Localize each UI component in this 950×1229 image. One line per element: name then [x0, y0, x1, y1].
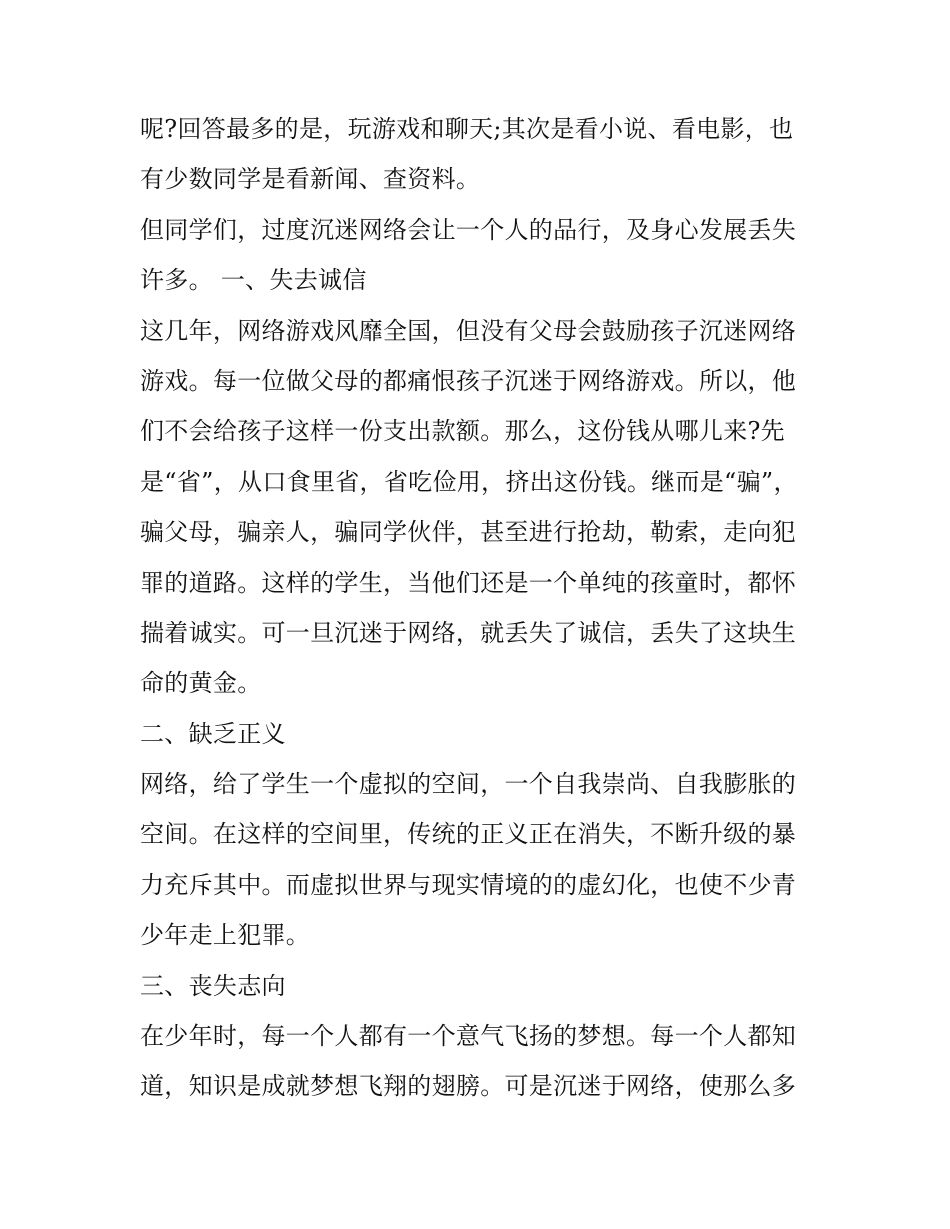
text-line-16: 力充斥其中。而虚拟世界与现实情境的的虚幻化，也使不少青: [140, 870, 797, 899]
text-line-19: 在少年时，每一个人都有一个意气飞扬的梦想。每一个人都知: [140, 1022, 797, 1051]
text-line-12: 命的黄金。: [140, 669, 262, 698]
section-heading-3: 三、丧失志向: [140, 971, 286, 1000]
text-line-8: 是“省”，从口食里省，省吃俭用，挤出这份钱。继而是“骗”，: [140, 467, 798, 496]
section-heading-2: 二、缺乏正义: [140, 719, 286, 748]
document-body: [140, 104, 820, 1112]
text-line-7: 们不会给孩子这样一份支出款额。那么，这份钱从哪儿来?先: [140, 417, 785, 446]
text-line-14: 网络，给了学生一个虚拟的空间，一个自我崇尚、自我膨胀的: [140, 770, 797, 799]
text-line-11: 揣着诚实。可一旦沉迷于网络，就丢失了诚信，丢失了这块生: [140, 618, 797, 647]
text-line-10: 罪的道路。这样的学生，当他们还是一个单纯的孩童时，都怀: [140, 568, 797, 597]
text-line-15: 空间。在这样的空间里，传统的正义正在消失，不断升级的暴: [140, 820, 797, 849]
text-line-6: 游戏。每一位做父母的都痛恨孩子沉迷于网络游戏。所以，他: [140, 366, 797, 395]
text-line-9: 骗父母，骗亲人，骗同学伙伴，甚至进行抢劫，勒索，走向犯: [140, 518, 797, 547]
text-line-5: 这几年，网络游戏风靡全国，但没有父母会鼓励孩子沉迷网络: [140, 316, 797, 345]
text-line-2: 有少数同学是看新闻、查资料。: [140, 165, 481, 194]
text-line-20: 道，知识是成就梦想飞翔的翅膀。可是沉迷于网络，使那么多: [140, 1072, 797, 1101]
text-line-3: 但同学们，过度沉迷网络会让一个人的品行，及身心发展丢失: [140, 215, 797, 244]
text-line-17: 少年走上犯罪。: [140, 921, 311, 950]
text-line-1: 呢?回答最多的是，玩游戏和聊天;其次是看小说、看电影，也: [140, 115, 794, 143]
text-line-4: 许多。 一、失去诚信: [140, 266, 367, 295]
